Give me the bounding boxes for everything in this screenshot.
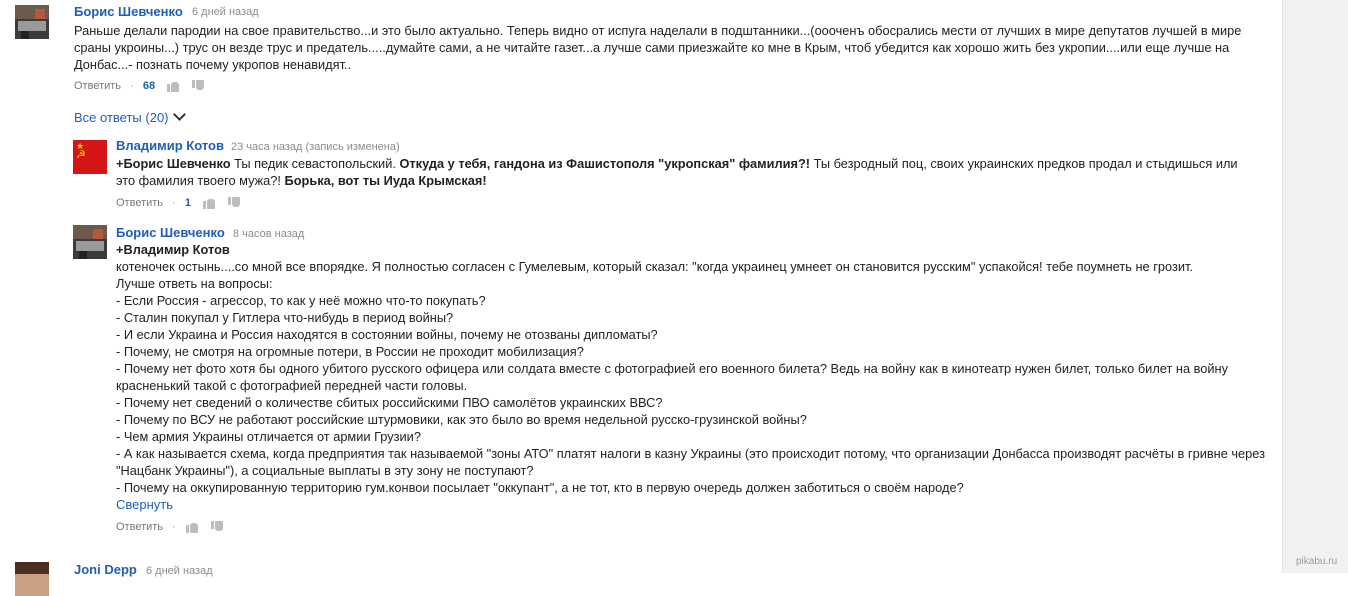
reply-text (116, 241, 1266, 496)
chevron-down-icon (173, 108, 186, 121)
reply-button[interactable]: Ответить (116, 197, 164, 209)
reply-author[interactable]: Борис Шевченко (116, 225, 225, 240)
reply-line: - Почему, не смотря на огромные потери, в России не проходит мобилизация? (116, 344, 584, 359)
mention[interactable]: +Борис Шевченко (116, 156, 231, 171)
reply-actions (116, 520, 232, 536)
comment-time[interactable]: 6 дней назад (192, 6, 259, 18)
thumbs-down-icon[interactable] (191, 79, 205, 93)
like-count: 1 (184, 197, 191, 209)
separator-dot: · (172, 197, 176, 209)
reply-author[interactable]: Владимир Котов (116, 138, 224, 153)
avatar[interactable]: ★ ☭ (73, 140, 107, 174)
comment-author[interactable]: Joni Depp (74, 562, 137, 577)
reply-line: - Почему по ВСУ не работают российские штурмовики, как это было во время недельной русско-грузинской войны? (116, 412, 807, 427)
reply-time[interactable]: 23 часа назад (запись изменена) (231, 141, 400, 153)
reply-actions (116, 196, 249, 212)
reply-line: - Почему нет фото хотя бы одного убитого русского офицера или солдата вместе с фотографией его военного билета? Ведь на войну как в кинотеатр нужен билет, только билет на войну красненький такой с фотографией передней части головы. (116, 361, 1229, 393)
comment-actions (74, 79, 213, 95)
reply-line: - Почему нет сведений о количестве сбитых российскими ПВО самолётов украинских ВВС? (116, 395, 663, 410)
comment-time[interactable]: 6 дней назад (146, 565, 213, 577)
reply-time[interactable]: 8 часов назад (233, 228, 305, 240)
separator-dot: · (172, 521, 176, 533)
separator-dot: · (130, 80, 134, 92)
collapse-link[interactable]: Свернуть (116, 497, 174, 512)
reply-button[interactable]: Ответить (116, 521, 164, 533)
like-count: 68 (142, 80, 156, 92)
reply-button[interactable]: Ответить (74, 80, 122, 92)
thumbs-up-icon[interactable] (202, 196, 216, 210)
watermark: pikabu.ru (1296, 556, 1338, 567)
comment-author[interactable]: Борис Шевченко (74, 4, 183, 19)
reply-line: - Почему на оккупированную территорию гум.конвои посылает "оккупант", а не тот, кто в первую очередь должен заботиться о своём народе? (116, 480, 964, 495)
thumbs-up-icon[interactable] (166, 79, 180, 93)
reply-line: Лучше ответь на вопросы: (116, 276, 273, 291)
right-scroll-area (1282, 0, 1348, 573)
avatar[interactable] (15, 5, 49, 39)
avatar[interactable] (73, 225, 107, 259)
reply-line: котеночек остынь....со мной все впорядке. Я полностью согласен с Гумелевым, который сказал: "когда украинец умнеет он становится русским" успакойся! тебе поумнеть не грозит. (116, 259, 1193, 274)
reply-line: - Сталин покупал у Гитлера что-нибудь в период войны? (116, 310, 454, 325)
reply-line: - Чем армия Украины отличается от армии Грузии? (116, 429, 421, 444)
avatar[interactable] (15, 562, 49, 596)
all-replies-label: Все ответы (20) (74, 110, 169, 125)
all-replies-toggle[interactable] (74, 110, 184, 125)
thumbs-up-icon[interactable] (185, 520, 199, 534)
reply-line: - Если Россия - агрессор, то как у неё можно что-то покупать? (116, 293, 486, 308)
reply-text: +Борис Шевченко Ты педик севастопольский. Откуда у тебя, гандона из Фашистополя "укропская" фамилия?! Ты безродный поц, своих украинских предков продал и стыдишься или это фамилия твоего мужа?! Борька, вот ты Иуда Крымская! (116, 156, 1238, 188)
comment-text: Раньше делали пародии на свое правительство...и это было актуально. Теперь видно от испуга наделали в подштанники...(оооченъ обосрались мести от лучших в мире депутатов лучшей в мире сраны укроины...) трус он везде трус и предатель.....думайте сами, а не читайте газет...а лучше сами приезжайте ко мне в Крым, чтоб убедится как хорошо жить без укропии....или еще лучше на Донбас...- познать почему укропов ненавидят.. (74, 23, 1242, 72)
thumbs-down-icon[interactable] (210, 520, 224, 534)
reply-line: - А как называется схема, когда предприятия так называемой "зоны АТО" платят налоги в казну Украины (это происходит потому, что организации Донбасса производят расчёты в гривне через "Нацбанк Украины"), а социальные выплаты в эту зону не поступают? (116, 446, 1265, 478)
mention[interactable]: +Владимир Котов (116, 242, 230, 257)
reply-line: - И если Украина и Россия находятся в состоянии войны, почему не отозваны дипломаты? (116, 327, 658, 342)
thumbs-down-icon[interactable] (227, 196, 241, 210)
